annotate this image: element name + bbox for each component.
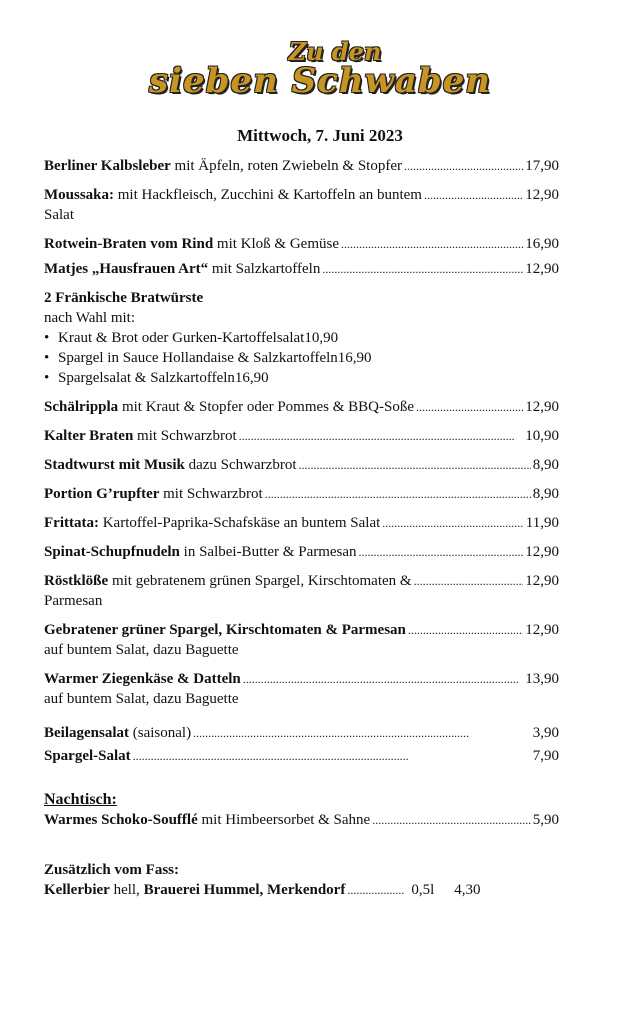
item-price: 7,90: [532, 748, 559, 764]
beer-section: [44, 860, 559, 900]
menu-item: [44, 397, 559, 417]
option-text: Spargelsalat & Salzkartoffeln: [58, 370, 235, 386]
section-title-beer: Zusätzlich vom Fass:: [44, 862, 179, 878]
menu-item: [44, 259, 559, 279]
item-price: 8,90: [532, 486, 559, 502]
item-name: Moussaka:: [44, 187, 115, 203]
bratwurst-subtitle: nach Wahl mit:: [44, 310, 135, 326]
item-desc: Kartoffel-Paprika-Schafskäse an buntem Salat: [98, 515, 381, 531]
restaurant-logo: [0, 37, 640, 101]
item-price: 12,90: [525, 187, 559, 203]
item-price: 16,90: [525, 236, 559, 252]
item-price: 12,90: [525, 544, 559, 560]
item-desc: (saisonal): [129, 725, 192, 741]
item-desc: mit Himbeersorbet & Sahne: [197, 812, 371, 828]
menu-item: [44, 513, 559, 533]
menu-item: [44, 723, 559, 743]
section-title-dessert: Nachtisch:: [44, 791, 117, 808]
item-price: 10,90: [525, 428, 559, 444]
item-desc-continued: Parmesan: [44, 593, 103, 609]
menu-item: [44, 484, 559, 504]
item-name: Stadtwurst mit Musik: [44, 457, 185, 473]
item-name: Portion G’rupfter: [44, 486, 160, 502]
item-name: Kalter Braten: [44, 428, 134, 444]
item-desc: mit Schwarzbrot: [159, 486, 263, 502]
item-name: Gebratener grüner Spargel, Kirschtomaten & Parmesan: [44, 622, 406, 638]
menu-item: [44, 455, 559, 475]
item-name: Spinat-Schupfnudeln: [44, 544, 180, 560]
item-desc: mit Kraut & Stopfer oder Pommes & BBQ-Soße: [118, 399, 414, 415]
item-price: 5,90: [532, 812, 559, 828]
item-name: Berliner Kalbsleber: [44, 158, 171, 174]
item-name: Warmes Schoko-Soufflé: [44, 812, 198, 828]
item-price: 8,90: [532, 457, 559, 473]
list-item: [44, 348, 559, 368]
item-price: 12,90: [525, 573, 559, 589]
item-price: 17,90: [525, 158, 559, 174]
dessert-section: [44, 790, 559, 830]
item-name: Matjes „Hausfrauen Art“: [44, 261, 209, 277]
item-desc: hell,: [109, 882, 144, 898]
menu-item: [44, 746, 559, 766]
item-price: 12,90: [525, 261, 559, 277]
menu-item: [44, 669, 559, 709]
item-name: Rotwein-Braten vom Rind: [44, 236, 214, 252]
item-name: Beilagensalat: [44, 725, 129, 741]
menu-item: [44, 426, 559, 446]
option-price: 16,90: [234, 370, 269, 386]
menu-item: [44, 542, 559, 562]
item-desc: mit Salzkartoffeln: [208, 261, 321, 277]
option-text: Spargel in Sauce Hollandaise & Salzkartoffeln: [58, 350, 338, 366]
item-name: Schälrippla: [44, 399, 119, 415]
item-desc: dazu Schwarzbrot: [184, 457, 297, 473]
menu-item: [44, 234, 559, 254]
option-text: Kraut & Brot oder Gurken-Kartoffelsalat: [58, 330, 305, 346]
item-price: 11,90: [525, 515, 559, 531]
item-desc: mit Äpfeln, roten Zwiebeln & Stopfer: [170, 158, 402, 174]
bullet-icon: •: [44, 370, 50, 386]
item-name: Frittata:: [44, 515, 99, 531]
menu-list: [44, 156, 559, 909]
item-name: Spargel-Salat: [44, 748, 131, 764]
item-desc: mit Hackfleisch, Zucchini & Kartoffeln an buntem: [114, 187, 422, 203]
beer-volume: 0,5l: [411, 882, 435, 898]
item-price: 4,30: [454, 882, 481, 898]
menu-item: [44, 185, 559, 225]
bullet-icon: •: [44, 330, 50, 346]
item-name: Röstklöße: [44, 573, 109, 589]
item-desc-continued: auf buntem Salat, dazu Baguette: [44, 691, 239, 707]
menu-item: [44, 156, 559, 176]
logo-line-2: sieben Schwaben: [148, 61, 492, 101]
menu-item: [44, 620, 559, 660]
item-desc-continued: auf buntem Salat, dazu Baguette: [44, 642, 239, 658]
item-price: 13,90: [525, 671, 559, 687]
option-price: 10,90: [304, 330, 339, 346]
item-price: 12,90: [525, 622, 559, 638]
item-desc: in Salbei-Butter & Parmesan: [179, 544, 357, 560]
item-desc: mit Schwarzbrot: [133, 428, 237, 444]
bullet-icon: •: [44, 350, 50, 366]
item-name: Warmer Ziegenkäse & Datteln: [44, 671, 241, 687]
item-price: 3,90: [532, 725, 559, 741]
menu-item: [44, 571, 559, 611]
bratwurst-options: [44, 328, 559, 388]
list-item: [44, 328, 559, 348]
brewery-name: Brauerei Hummel, Merkendorf: [143, 882, 346, 898]
item-name: Kellerbier: [44, 882, 110, 898]
bratwurst-group: [44, 288, 559, 388]
menu-date: Mittwoch, 7. Juni 2023: [237, 126, 403, 145]
item-desc: mit gebratenem grünen Spargel, Kirschtomaten &: [108, 573, 412, 589]
logo-line-1: Zu den: [288, 37, 382, 66]
option-price: 16,90: [337, 350, 372, 366]
bratwurst-title: 2 Fränkische Bratwürste: [44, 290, 204, 306]
item-desc-continued: Salat: [44, 207, 74, 223]
list-item: [44, 368, 559, 388]
item-desc: mit Kloß & Gemüse: [213, 236, 339, 252]
item-price: 12,90: [525, 399, 559, 415]
